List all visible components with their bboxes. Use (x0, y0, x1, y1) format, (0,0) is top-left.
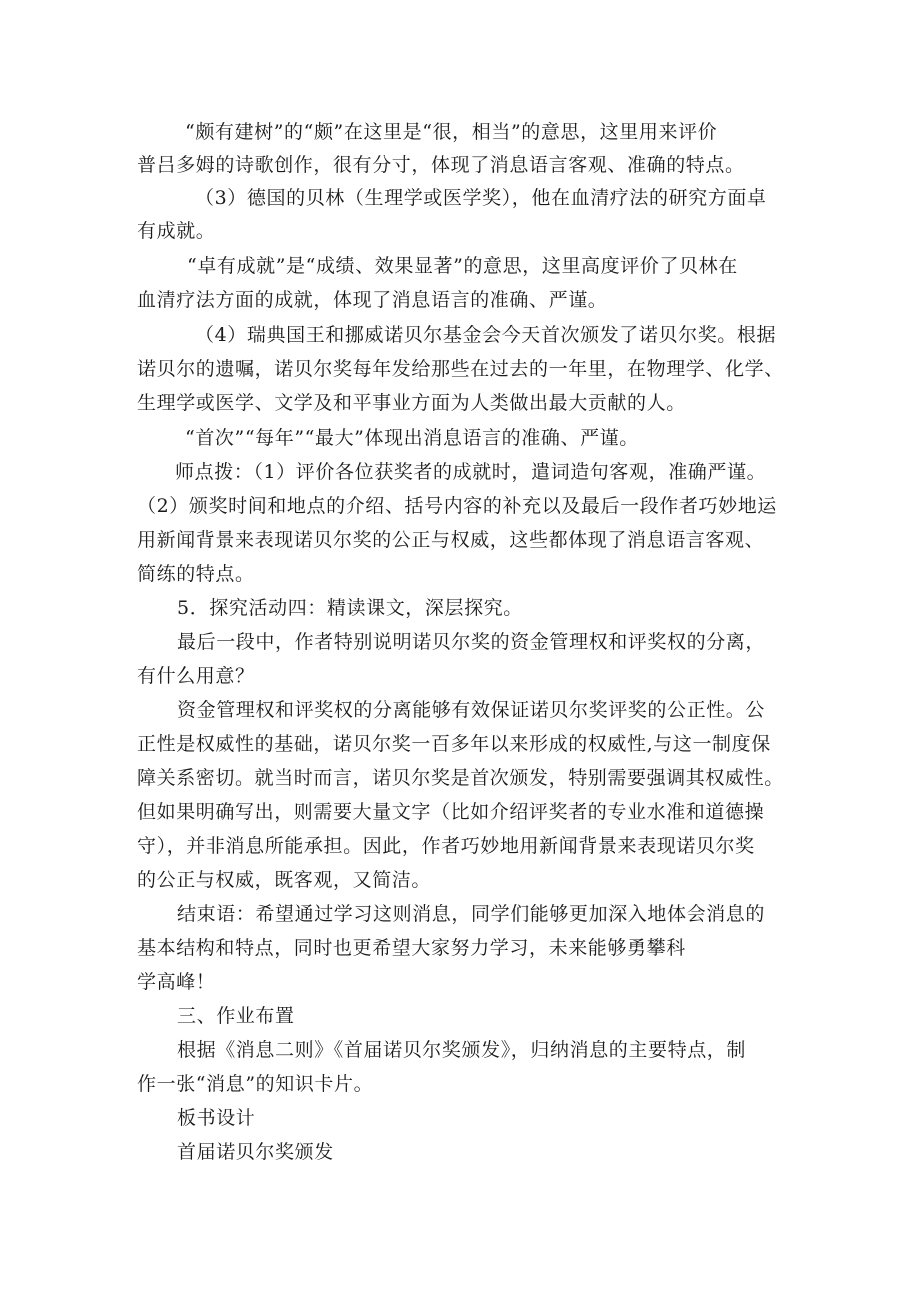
text-line: 资金管理权和评奖权的分离能够有效保证诺贝尔奖评奖的公正性。公 (177, 699, 766, 721)
text-line: 简练的特点。 (137, 563, 255, 585)
text-line: 作一张“消息”的知识卡片。 (137, 1073, 374, 1095)
text-line: 有什么用意？ (137, 665, 255, 687)
text-line: 生理学或医学、文学及和平事业方面为人类做出最大贡献的人。 (137, 392, 686, 414)
board-title: 首届诺贝尔奖颁发 (177, 1141, 334, 1163)
text-line: 5．探究活动四：精读课文，深层探究。 (177, 597, 523, 619)
text-line: “颇有建树”的“颇”在这里是“很，相当”的意思，这里用来评价 (185, 121, 718, 143)
text-line: “卓有成就”是“成绩、效果显著”的意思，这里高度评价了贝林在 (187, 255, 738, 277)
text-line: 但如果明确写出，则需要大量文字（比如介绍评奖者的专业水准和道德操 (137, 801, 765, 823)
text-line: 的公正与权威，既客观，又简洁。 (137, 869, 432, 891)
text-line: 最后一段中，作者特别说明诺贝尔奖的资金管理权和评奖权的分离， (177, 631, 766, 653)
section-heading: 三、作业布置 (177, 1005, 295, 1027)
text-line: （3）德国的贝林（生理学或医学奖），他在血清疗法的研究方面卓 (195, 187, 767, 209)
section-heading: 板书设计 (177, 1107, 256, 1129)
text-line: 守），并非消息所能承担。因此，作者巧妙地用新闻背景来表现诺贝尔奖 (137, 835, 755, 857)
text-line: 基本结构和特点，同时也更希望大家努力学习，未来能够勇攀科 (137, 937, 686, 959)
text-line: 有成就。 (137, 220, 216, 242)
text-line: 学高峰！ (137, 971, 216, 993)
text-line: 血清疗法方面的成就，体现了消息语言的准确、严谨。 (137, 289, 608, 311)
text-line: 根据《消息二则》《首届诺贝尔奖颁发》，归纳消息的主要特点，制 (177, 1039, 747, 1061)
text-line: （2）颁奖时间和地点的介绍、括号内容的补充以及最后一段作者巧妙地运 (137, 495, 777, 517)
text-line: 用新闻背景来表现诺贝尔奖的公正与权威，这些都体现了消息语言客观、 (137, 529, 765, 551)
text-line: 障关系密切。就当时而言，诺贝尔奖是首次颁发，特别需要强调其权威性。 (137, 767, 784, 789)
text-line: 诺贝尔的遗嘱，诺贝尔奖每年发给那些在过去的一年里，在物理学、化学、 (137, 358, 784, 380)
text-line: 师点拨：（1）评价各位获奖者的成就时，遣词造句客观，准确严谨。 (175, 461, 767, 483)
text-line: （4）瑞典国王和挪威诺贝尔基金会今天首次颁发了诺贝尔奖。根据 (195, 324, 777, 346)
text-line: 结束语：希望通过学习这则消息，同学们能够更加深入地体会消息的 (177, 903, 766, 925)
text-line: 正性是权威性的基础，诺贝尔奖一百多年以来形成的权威性,与这一制度保 (137, 733, 771, 755)
text-line: 普吕多姆的诗歌创作，很有分寸，体现了消息语言客观、准确的特点。 (137, 154, 745, 176)
text-line: “首次”“每年”“最大”体现出消息语言的准确、严谨。 (185, 427, 639, 449)
